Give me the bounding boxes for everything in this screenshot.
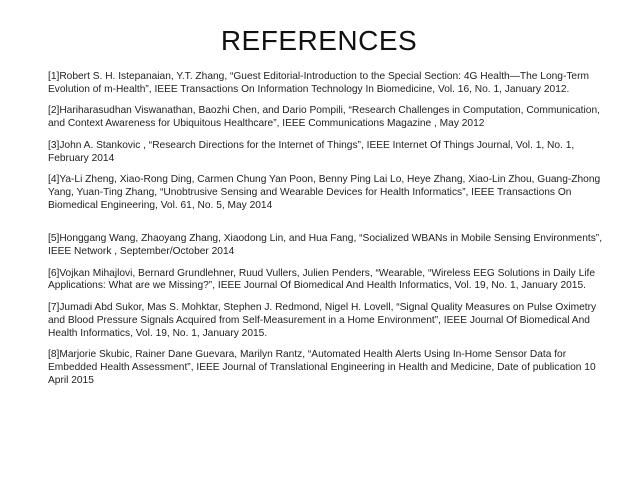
reference-list xyxy=(48,71,608,387)
reference-item: [3]John A. Stankovic , “Research Directions for the Internet of Things”, IEEE Internet Of Things Journal, Vol. 1, No. 1, February 2014 xyxy=(48,139,575,164)
reference-item: [5]Honggang Wang, Zhaoyang Zhang, Xiaodong Lin, and Hua Fang, “Socialized WBANs in Mobile Sensing Environments”, IEEE Network , September/October 2014 xyxy=(48,233,603,258)
reference-item: [2]Hariharasudhan Viswanathan, Baozhi Chen, and Dario Pompili, “Research Challenges in Computation, Communication, and Context Awareness for Ubiquitous Healthcare”, IEEE Communications Magazine , May 2012 xyxy=(48,105,600,130)
reference-item: [8]Marjorie Skubic, Rainer Dane Guevara, Marilyn Rantz, “Automated Health Alerts Using In-Home Sensor Data for Embedded Health Assessment”, IEEE Journal of Translational Engineering in Health and Medicine, Date of publication 10 April 2015 xyxy=(48,349,596,386)
reference-item: [1]Robert S. H. Istepanaian, Y.T. Zhang, “Guest Editorial-Introduction to the Special Section: 4G Health—The Long-Term Evolution of m-Health”, IEEE Transactions On Information Technology In Biomedicine, Vol. 16, No. 1, January 2012. xyxy=(48,71,589,95)
reference-item: [4]Ya-Li Zheng, Xiao-Rong Ding, Carmen Chung Yan Poon, Benny Ping Lai Lo, Heye Zhang, Xiao-Lin Zhou, Guang-Zhong Yang, Yuan-Ting Zhang, “Unobtrusive Sensing and Wearable Devices for Health Informatics”, IEEE Transactions On Biomedical Engineering, Vol. 61, No. 5, May 2014 xyxy=(48,174,601,211)
reference-item: [6]Vojkan Mihajlovi, Bernard Grundlehner, Ruud Vullers, Julien Penders, “Wearable, “Wireless EEG Solutions in Daily Life Applications: What are we Missing?”, IEEE Journal Of Biomedical And Health Informatics, Vol. 19, No. 1, January 2015. xyxy=(48,267,595,292)
reference-item: [7]Jumadi Abd Sukor, Mas S. Mohktar, Stephen J. Redmond, Nigel H. Lovell, “Signal Quality Measures on Pulse Oximetry and Blood Pressure Signals Acquired from Self-Measurement in a Home Environment”, IEEE Journal Of Biomedical And Health Informatics, Vol. 19, No. 1, January 2015. xyxy=(48,302,597,339)
slide-title: REFERENCES xyxy=(220,25,418,56)
